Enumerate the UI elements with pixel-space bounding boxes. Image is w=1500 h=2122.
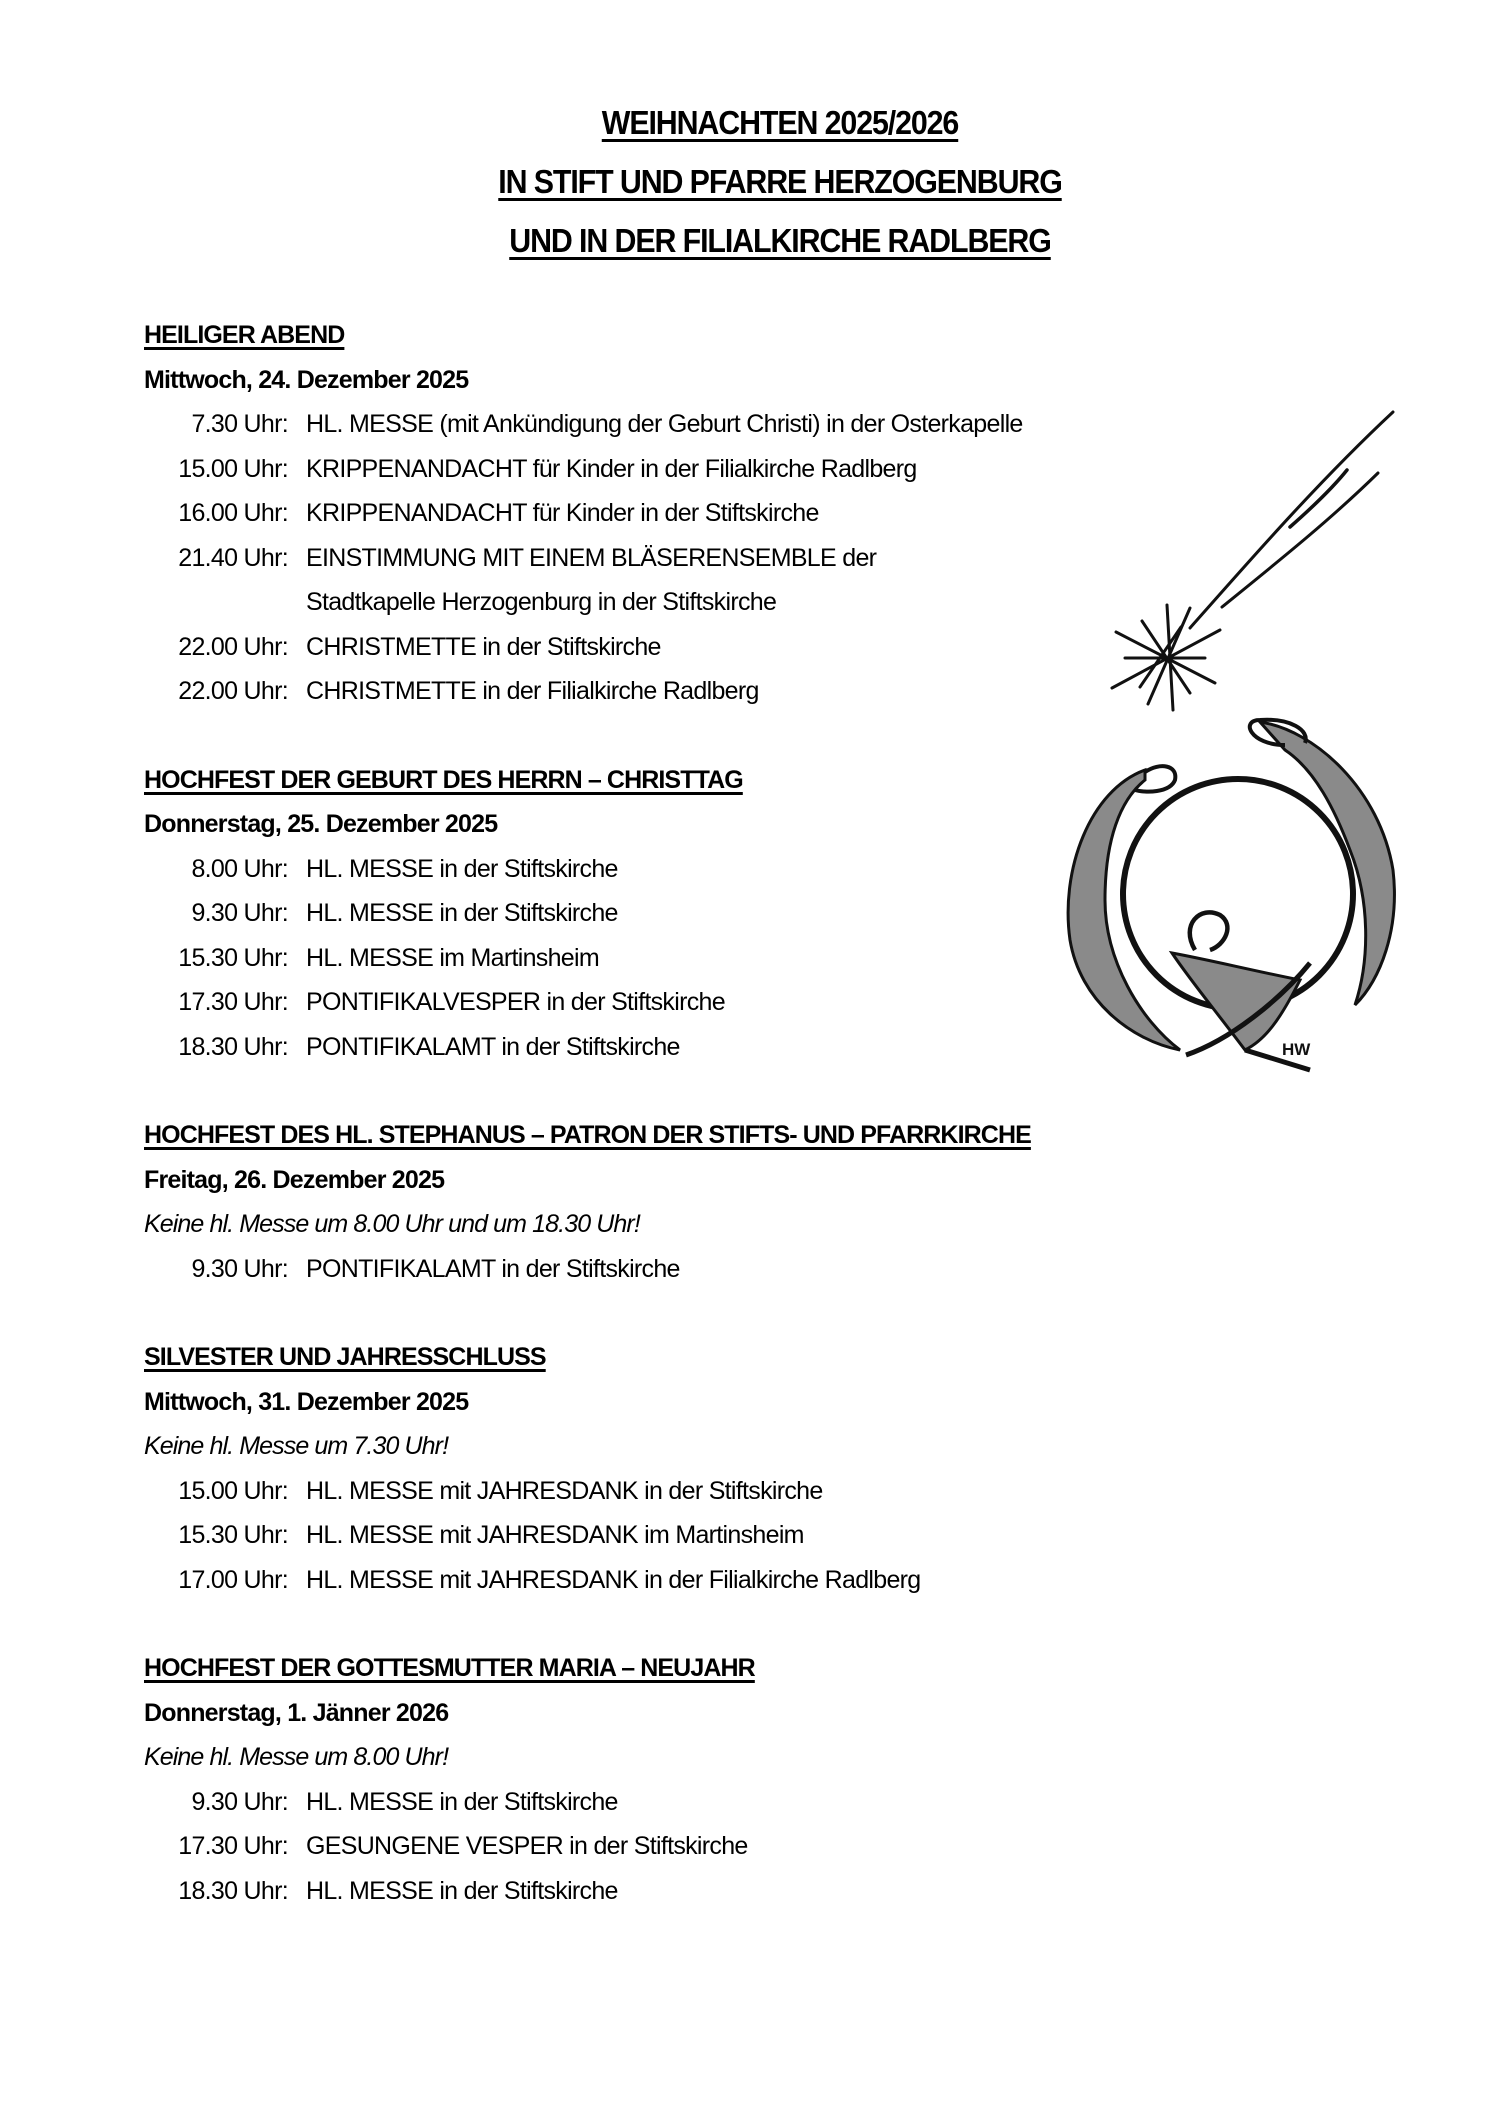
schedule-section xyxy=(144,1335,1144,1602)
title-line-1: WEIHNACHTEN 2025/2026 xyxy=(601,104,959,141)
schedule-entry xyxy=(144,447,1144,492)
entry-time: 17.30 Uhr: xyxy=(178,1832,288,1860)
entry-description-line: GESUNGENE VESPER in der Stiftskirche xyxy=(306,1832,748,1860)
entry-description-line: KRIPPENANDACHT für Kinder in der Stiftskirche xyxy=(306,499,819,527)
entry-description xyxy=(306,1869,618,1914)
entry-description xyxy=(306,1780,618,1825)
entry-description-line: HL. MESSE mit JAHRESDANK im Martinsheim xyxy=(306,1521,804,1549)
entry-description xyxy=(306,1824,748,1869)
entry-time: 8.00 Uhr: xyxy=(191,854,288,883)
section-note: Keine hl. Messe um 8.00 Uhr und um 18.30 Uhr! xyxy=(144,1210,640,1238)
schedule-entry xyxy=(144,536,1144,625)
entry-time: 21.40 Uhr: xyxy=(178,543,288,572)
schedule-entry xyxy=(144,1513,1144,1558)
entry-description xyxy=(306,891,618,936)
entry-description-line: HL. MESSE mit JAHRESDANK in der Filialkirche Radlberg xyxy=(306,1565,921,1594)
schedule-entry xyxy=(144,936,1144,981)
document-title-block xyxy=(0,93,1500,270)
section-heading: HOCHFEST DER GEBURT DES HERRN – CHRISTTAG xyxy=(144,765,743,794)
section-date: Mittwoch, 24. Dezember 2025 xyxy=(144,365,469,394)
entry-description-line: PONTIFIKALAMT in der Stiftskirche xyxy=(306,1254,680,1283)
section-date: Donnerstag, 25. Dezember 2025 xyxy=(144,810,498,838)
schedule-entry xyxy=(144,1247,1144,1292)
entry-description-line: KRIPPENANDACHT für Kinder in der Filialkirche Radlberg xyxy=(306,454,917,483)
entry-time: 15.30 Uhr: xyxy=(178,1521,288,1549)
entry-description xyxy=(306,1247,680,1292)
entry-description-line: CHRISTMETTE in der Stiftskirche xyxy=(306,632,661,661)
entry-description-line: HL. MESSE in der Stiftskirche xyxy=(306,899,618,927)
schedule-section xyxy=(144,313,1144,714)
entry-time: 7.30 Uhr: xyxy=(191,410,288,438)
schedule-content xyxy=(144,313,1144,1957)
schedule-section xyxy=(144,1113,1144,1291)
schedule-entry xyxy=(144,1780,1144,1825)
entry-description xyxy=(306,491,819,536)
entry-time: 9.30 Uhr: xyxy=(191,1254,288,1283)
entry-description-line: HL. MESSE im Martinsheim xyxy=(306,943,599,972)
entry-description-line: CHRISTMETTE in der Filialkirche Radlberg xyxy=(306,677,759,705)
illustration-svg xyxy=(1050,400,1430,1080)
artist-signature: HW xyxy=(1282,1040,1311,1059)
title-line-2: IN STIFT UND PFARRE HERZOGENBURG xyxy=(498,163,1062,200)
entry-time: 9.30 Uhr: xyxy=(191,1787,288,1816)
section-heading: HOCHFEST DER GOTTESMUTTER MARIA – NEUJAHR xyxy=(144,1654,755,1682)
entry-time: 18.30 Uhr: xyxy=(178,1876,288,1905)
entry-time: 17.30 Uhr: xyxy=(178,988,288,1016)
schedule-entry xyxy=(144,625,1144,670)
entry-description-line: PONTIFIKALVESPER in der Stiftskirche xyxy=(306,988,725,1016)
entry-description xyxy=(306,447,917,492)
schedule-entry xyxy=(144,847,1144,892)
entry-time: 9.30 Uhr: xyxy=(191,899,288,927)
entry-time: 22.00 Uhr: xyxy=(178,677,288,705)
entry-description-line: PONTIFIKALAMT in der Stiftskirche xyxy=(306,1032,680,1061)
entry-description-line: HL. MESSE in der Stiftskirche xyxy=(306,1876,618,1905)
entry-time: 17.00 Uhr: xyxy=(178,1565,288,1594)
section-note: Keine hl. Messe um 8.00 Uhr! xyxy=(144,1743,449,1771)
entry-description xyxy=(306,536,876,625)
schedule-entry xyxy=(144,1025,1144,1070)
entry-description-line: Stadtkapelle Herzogenburg in der Stiftskirche xyxy=(306,588,777,616)
schedule-section xyxy=(144,1646,1144,1913)
schedule-entry xyxy=(144,1558,1144,1603)
entry-time: 15.00 Uhr: xyxy=(178,454,288,483)
schedule-entry xyxy=(144,1869,1144,1914)
section-heading: HOCHFEST DES HL. STEPHANUS – PATRON DER STIFTS- UND PFARRKIRCHE xyxy=(144,1121,1031,1149)
section-note: Keine hl. Messe um 7.30 Uhr! xyxy=(144,1432,449,1460)
section-date: Freitag, 26. Dezember 2025 xyxy=(144,1165,445,1194)
entry-time: 18.30 Uhr: xyxy=(178,1032,288,1061)
schedule-entry xyxy=(144,491,1144,536)
section-heading: HEILIGER ABEND xyxy=(144,321,345,349)
entry-time: 15.00 Uhr: xyxy=(178,1476,288,1505)
entry-description-line: HL. MESSE in der Stiftskirche xyxy=(306,854,618,883)
section-date: Donnerstag, 1. Jänner 2026 xyxy=(144,1698,449,1727)
entry-description-line: EINSTIMMUNG MIT EINEM BLÄSERENSEMBLE der xyxy=(306,543,877,572)
section-date: Mittwoch, 31. Dezember 2025 xyxy=(144,1387,469,1416)
entry-time: 16.00 Uhr: xyxy=(178,499,288,527)
entry-description xyxy=(306,669,759,714)
schedule-entry xyxy=(144,1469,1144,1514)
nativity-holy-family-icon xyxy=(1068,720,1394,1070)
schedule-entry xyxy=(144,891,1144,936)
entry-description xyxy=(306,402,1023,447)
entry-description-line: HL. MESSE in der Stiftskirche xyxy=(306,1787,618,1816)
section-heading: SILVESTER UND JAHRESSCHLUSS xyxy=(144,1343,546,1371)
entry-description xyxy=(306,980,725,1025)
schedule-entry xyxy=(144,980,1144,1025)
title-line-3: UND IN DER FILIALKIRCHE RADLBERG xyxy=(509,222,1051,259)
entry-description xyxy=(306,625,661,670)
entry-description xyxy=(306,1469,823,1514)
entry-description-line: HL. MESSE mit JAHRESDANK in der Stiftskirche xyxy=(306,1476,823,1505)
christmas-illustration xyxy=(1050,400,1430,1080)
schedule-entry xyxy=(144,669,1144,714)
schedule-section xyxy=(144,758,1144,1070)
entry-time: 22.00 Uhr: xyxy=(178,632,288,661)
entry-time: 15.30 Uhr: xyxy=(178,943,288,972)
entry-description xyxy=(306,1025,680,1070)
schedule-entry xyxy=(144,1824,1144,1869)
entry-description xyxy=(306,1558,921,1603)
shooting-star-icon xyxy=(1112,412,1393,710)
entry-description xyxy=(306,936,599,981)
schedule-entry xyxy=(144,402,1144,447)
entry-description xyxy=(306,847,618,892)
entry-description xyxy=(306,1513,804,1558)
entry-description-line: HL. MESSE (mit Ankündigung der Geburt Christi) in der Osterkapelle xyxy=(306,410,1023,438)
